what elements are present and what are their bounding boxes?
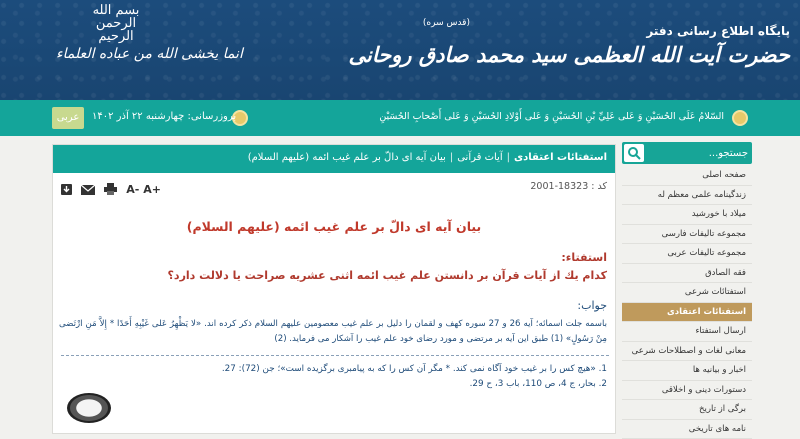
sidebar [622, 142, 752, 432]
breadcrumb [248, 152, 607, 163]
office-seal-icon [67, 393, 111, 423]
search-button[interactable] [624, 144, 644, 162]
email-icon[interactable] [81, 180, 95, 199]
answer-text: باسمه جلت اسمائه؛ آیه 26 و 27 سوره کهف و لقمان را دلیل بر علم غیب معصومین علیهم السلام ذکر کرده اند. «لا یَظْهِرُ عَلی غَیْبِهِ أَحَدًا * إِلاَّ مَنِ ارْتَضی مِنْ رَسُولٍ» (1) طبق این آیه بر مرتضی و مورد رضای خود علم غیب را آشکار می فرماید. (2) [59, 317, 607, 347]
print-icon[interactable] [104, 180, 117, 199]
content-card [52, 144, 616, 434]
breadcrumb-bar [53, 145, 615, 173]
sidebar-item[interactable]: زندگینامه علمی معظم له [622, 186, 752, 206]
site-title[interactable]: حضرت آیت الله العظمی سید محمد صادق روحانی [348, 42, 790, 67]
sidebar-item[interactable]: صفحه اصلی [622, 166, 752, 186]
sidebar-item[interactable]: استفتائات شرعی [622, 283, 752, 303]
sidebar-item[interactable]: مجموعه تالیفات فارسی [622, 225, 752, 245]
sidebar-item[interactable]: استفتائات اعتقادی [622, 303, 752, 323]
sidebar-item[interactable]: دستورات دینی و اخلاقی [622, 381, 752, 401]
search-box [622, 142, 752, 164]
breadcrumb-separator: | [507, 152, 510, 163]
site-header [0, 0, 800, 100]
article-tools [61, 179, 165, 193]
sidebar-item[interactable]: مجموعه تالیفات عربی [622, 244, 752, 264]
question-label: استفتاء: [561, 251, 607, 264]
font-size-controls[interactable]: A- A+ [126, 183, 161, 196]
question-text: کدام یك از آیات قرآن بر دانستن علم غیب ائمه اثنی عشریه صراحت یا دلالت دارد؟ [168, 269, 607, 282]
sidebar-item[interactable]: فقه الصادق [622, 264, 752, 284]
header-verse: انما یخشی الله من عباده العلماء [56, 46, 243, 62]
search-icon [627, 146, 641, 160]
sidebar-item[interactable]: ارسال استفتاء [622, 322, 752, 342]
qods-label: (قدس سره) [423, 18, 470, 28]
download-icon[interactable] [61, 180, 72, 199]
update-date: بروزرسانی: چهارشنبه ۲۲ آذر ۱۴۰۲ [92, 111, 236, 122]
article-code: کد : 18323-2001 [530, 181, 607, 192]
footnote-1: 1. «هیچ کس را بر غیب خود آگاه نمی کند. * مگر آن کس را که به پیامبری برگزیده است»؛ جن (72): 27. [222, 364, 607, 374]
sidebar-item[interactable]: میلاد با خورشید [622, 205, 752, 225]
top-bar [0, 100, 800, 136]
footnote-divider [61, 355, 609, 356]
footnote-2: 2. بحار، ج 4، ص 110، باب 3، ح 29. [470, 379, 607, 389]
breadcrumb-level2[interactable]: آیات قرآنی [457, 152, 502, 163]
sidebar-item[interactable]: معانی لغات و اصطلاحات شرعی [622, 342, 752, 362]
search-input[interactable] [648, 145, 748, 161]
article-title: بیان آیه ای دالّ بر علم غیب ائمه (علیهم السلام) [53, 219, 615, 234]
arabic-language-button[interactable]: عربی [52, 107, 84, 129]
sidebar-item[interactable]: برگی از تاریخ [622, 400, 752, 420]
breadcrumb-current[interactable]: بیان آیه ای دالّ بر علم غیب ائمه (علیهم السلام) [248, 152, 446, 163]
sidebar-nav [622, 166, 752, 439]
breadcrumb-separator: | [450, 152, 453, 163]
sidebar-item[interactable]: اخبار و بیانیه ها [622, 361, 752, 381]
breadcrumb-root[interactable]: استفتائات اعتقادی [514, 152, 607, 163]
emblem-icon [732, 110, 748, 126]
answer-label: جواب: [577, 299, 607, 312]
site-subtitle: پایگاه اطلاع رسانی دفتر [646, 24, 790, 38]
salam-text: السّلامُ عَلَى الحُسَيْنِ وَ عَلى عَلِيِّ بْنِ الحُسَيْنِ وَ عَلى أَوْلادِ الحُسَيْنِ وَ عَلى أَصْحابِ الحُسَيْنِ [379, 111, 724, 122]
sidebar-item[interactable]: نامه های تاریخی [622, 420, 752, 439]
basmala-calligraphy: بسم الله الرحمن الرحیم [88, 4, 144, 44]
